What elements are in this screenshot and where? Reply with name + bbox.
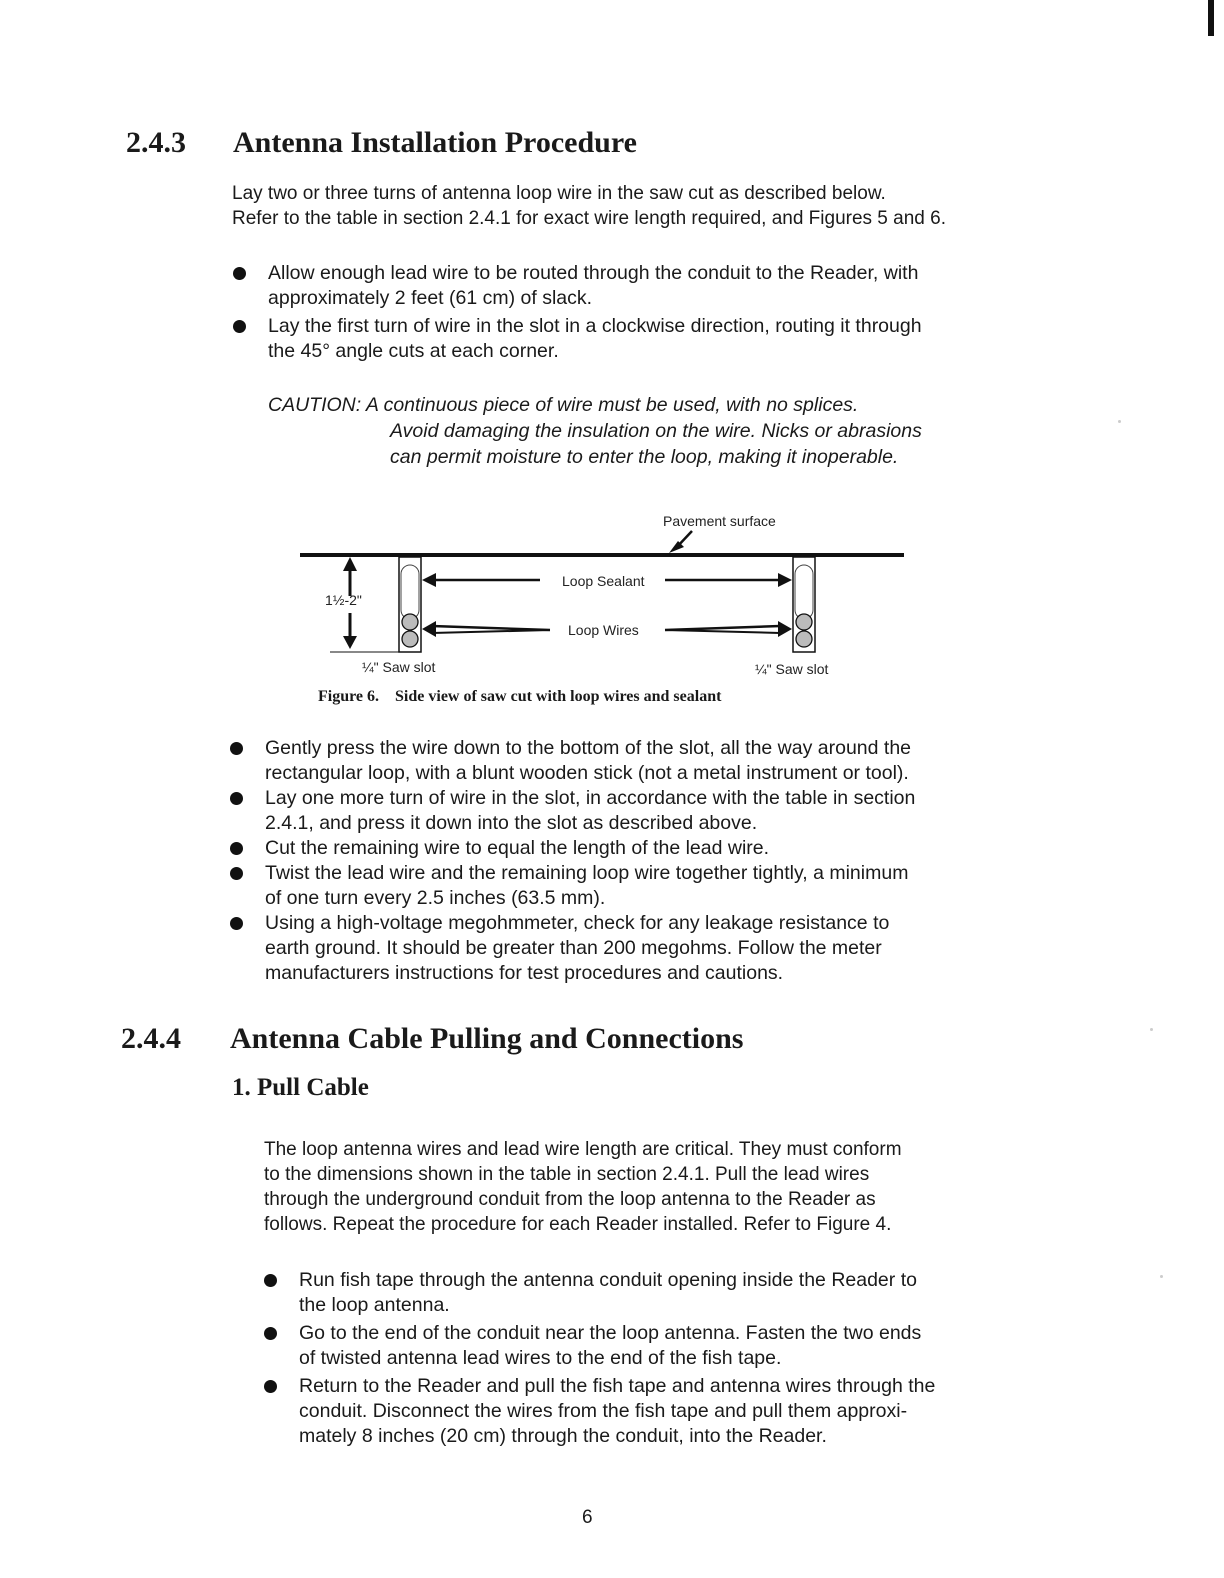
bullet-icon: [230, 742, 243, 755]
bullet-list: [299, 1268, 935, 1449]
list-item: [299, 1374, 935, 1449]
text-line: Avoid damaging the insulation on the wire. Nicks or abrasions: [390, 420, 922, 442]
page-number: 6: [582, 1507, 593, 1528]
caption-number: Figure 6.: [318, 688, 380, 705]
text-line: Gently press the wire down to the bottom of the slot, all the way around the: [265, 737, 912, 759]
text-line: A continuous piece of wire must be used, with no splices.: [365, 394, 859, 416]
text-line: Lay one more turn of wire in the slot, in accordance with the table in section: [265, 787, 916, 809]
list-item: [299, 1268, 935, 1318]
text-line: can permit moisture to enter the loop, making it inoperable.: [390, 446, 899, 468]
text-line: Refer to the table in section 2.4.1 for exact wire length required, and Figures 5 and 6.: [232, 208, 946, 229]
text-line: manufacturers instructions for test procedures and cautions.: [265, 962, 784, 984]
sealant-label: Loop Sealant: [562, 573, 645, 589]
text-line: approximately 2 feet (61 cm) of slack.: [268, 287, 593, 309]
arrow-sealant-right: [778, 573, 792, 587]
bullet-icon: [233, 320, 246, 333]
scan-smudge: [1160, 1275, 1163, 1278]
section-number: 2.4.3: [126, 126, 186, 159]
figure-saw-cut: [300, 505, 910, 685]
text-line: The loop antenna wires and lead wire length are critical. They must conform: [264, 1139, 902, 1160]
bullet-list: [268, 261, 922, 364]
body-paragraph: [264, 1137, 902, 1237]
bullet-icon: [264, 1380, 277, 1393]
text-line: earth ground. It should be greater than 200 megohms. Follow the meter: [265, 937, 882, 959]
text-line: follows. Repeat the procedure for each Reader installed. Refer to Figure 4.: [264, 1214, 892, 1235]
wires-label: Loop Wires: [568, 622, 639, 638]
text-line: 2.4.1, and press it down into the slot as described above.: [265, 812, 758, 834]
text-line: Lay two or three turns of antenna loop wire in the saw cut as described below.: [232, 183, 886, 204]
section-title: Antenna Installation Procedure: [233, 126, 637, 159]
list-item: [265, 736, 915, 786]
bullet-icon: [230, 917, 243, 930]
bullet-icon: [264, 1327, 277, 1340]
list-item: [265, 836, 915, 861]
bullet-icon: [230, 842, 243, 855]
arrow-sealant-left: [422, 573, 436, 587]
text-line: the loop antenna.: [299, 1294, 450, 1316]
bullet-icon: [230, 792, 243, 805]
list-item: [265, 786, 915, 836]
bullet-icon: [230, 867, 243, 880]
text-line: Using a high-voltage megohmmeter, check for any leakage resistance to: [265, 912, 890, 934]
wire-left-1: [402, 614, 418, 630]
pavement-label: Pavement surface: [663, 513, 776, 529]
wire-right-2: [796, 631, 812, 647]
page-edge-mark: [1208, 0, 1214, 36]
scan-smudge: [1118, 420, 1121, 423]
saw-cut-diagram: [300, 505, 910, 685]
arrow-wires-left: [422, 621, 436, 637]
text-line: Go to the end of the conduit near the loop antenna. Fasten the two ends: [299, 1322, 922, 1344]
list-item: [265, 861, 915, 911]
text-line: Return to the Reader and pull the fish tape and antenna wires through the: [299, 1375, 936, 1397]
subsection-heading: 1. Pull Cable: [232, 1074, 369, 1101]
list-item: [268, 261, 922, 311]
text-line: Twist the lead wire and the remaining loop wire together tightly, a minimum: [265, 862, 909, 884]
section-title: Antenna Cable Pulling and Connections: [230, 1022, 744, 1055]
bullet-list: [265, 736, 915, 986]
saw-slot-left-label: ¼" Saw slot: [362, 659, 436, 675]
text-line: rectangular loop, with a blunt wooden stick (not a metal instrument or tool).: [265, 762, 909, 784]
text-line: to the dimensions shown in the table in section 2.4.1. Pull the lead wires: [264, 1164, 870, 1185]
caption-text: Side view of saw cut with loop wires and sealant: [395, 688, 722, 705]
depth-label: 1½-2": [325, 592, 362, 608]
text-line: Lay the first turn of wire in the slot in a clockwise direction, routing it through: [268, 315, 922, 337]
list-item: [265, 911, 915, 986]
saw-slot-right-label: ¼" Saw slot: [755, 661, 829, 677]
text-line: mately 8 inches (20 cm) through the conduit, into the Reader.: [299, 1425, 827, 1447]
arrow-wires-right: [778, 621, 792, 637]
list-item: [268, 314, 922, 364]
text-line: the 45° angle cuts at each corner.: [268, 340, 559, 362]
wire-left-2: [402, 631, 418, 647]
text-line: of one turn every 2.5 inches (63.5 mm).: [265, 887, 606, 909]
bullet-icon: [264, 1274, 277, 1287]
wire-right-1: [796, 614, 812, 630]
figure-caption: [318, 688, 721, 706]
intro-paragraph: [232, 181, 946, 231]
list-item: [299, 1321, 935, 1371]
text-line: of twisted antenna lead wires to the end of the fish tape.: [299, 1347, 782, 1369]
text-line: Run fish tape through the antenna conduit opening inside the Reader to: [299, 1269, 917, 1291]
text-line: Allow enough lead wire to be routed through the conduit to the Reader, with: [268, 262, 919, 284]
caution-note: [268, 392, 922, 470]
bullet-icon: [233, 267, 246, 280]
scan-smudge: [1150, 1028, 1153, 1031]
text-line: Cut the remaining wire to equal the length of the lead wire.: [265, 837, 770, 859]
text-line: through the underground conduit from the loop antenna to the Reader as: [264, 1189, 876, 1210]
section-number: 2.4.4: [121, 1022, 181, 1055]
text-line: conduit. Disconnect the wires from the fish tape and pull them approxi-: [299, 1400, 908, 1422]
caution-label: CAUTION:: [268, 394, 362, 416]
